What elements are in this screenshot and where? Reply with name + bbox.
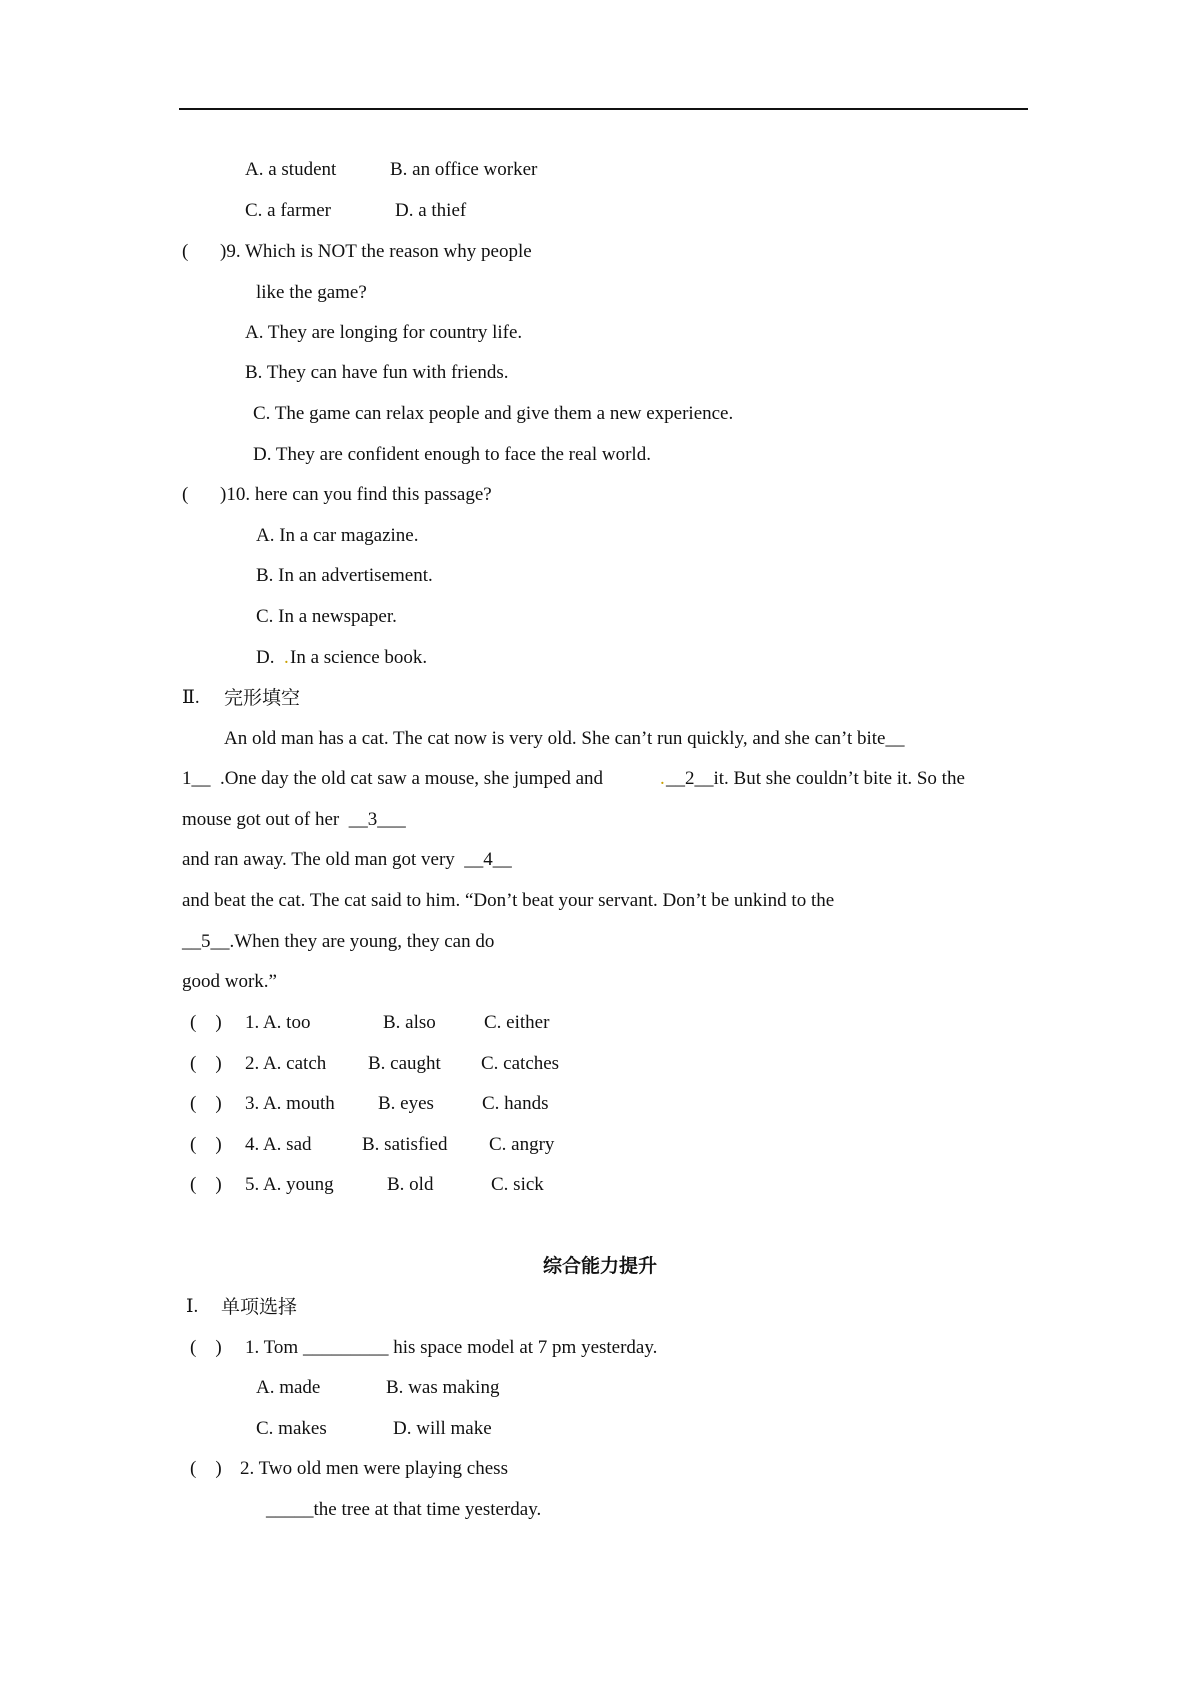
section-title: 综合能力提升: [542, 1255, 657, 1277]
cloze-heading-number: Ⅱ.: [182, 687, 200, 708]
section2-heading: 单项选择: [221, 1296, 298, 1318]
cloze-item-1-bracket: ( ): [190, 1012, 222, 1033]
cloze-item-4-bracket: ( ): [190, 1134, 222, 1155]
s2-q1-stem: 1. Tom _________ his space model at 7 pm yesterday.: [245, 1337, 658, 1358]
cloze-passage-line-4: and ran away. The old man got very __4__: [182, 849, 512, 870]
header-rule: [179, 108, 1028, 110]
q10-option-d-text: In a science book.: [290, 647, 428, 668]
q9-stem-continued: like the game?: [256, 282, 367, 303]
s2-q2-stem: 2. Two old men were playing chess: [240, 1458, 508, 1479]
cloze-item-3-option-b: B. eyes: [378, 1093, 434, 1114]
cloze-heading: 完形填空: [224, 687, 301, 709]
q9-option-b: B. They can have fun with friends.: [245, 362, 509, 383]
cloze-item-3-option-a: 3. A. mouth: [245, 1093, 335, 1114]
cloze-item-2-option-b: B. caught: [368, 1053, 441, 1074]
cloze-item-1-option-c: C. either: [484, 1012, 550, 1033]
s2-q2-stem-continued: _____the tree at that time yesterday.: [266, 1499, 542, 1520]
cloze-passage-line-1: An old man has a cat. The cat now is very old. She can’t run quickly, and she can’t bite__: [224, 728, 905, 749]
cloze-item-1-option-b: B. also: [383, 1012, 436, 1033]
section2-heading-number: Ⅰ.: [186, 1296, 199, 1317]
q8-option-c: C. a farmer: [245, 200, 331, 221]
cloze-item-3-option-c: C. hands: [482, 1093, 549, 1114]
s2-q1-option-a: A. made: [256, 1377, 321, 1398]
cloze-item-2-bracket: ( ): [190, 1053, 222, 1074]
cloze-passage-line-6: __5__.When they are young, they can do: [182, 931, 495, 952]
q8-option-a: A. a student: [245, 159, 337, 180]
q10-option-d-label: D.: [256, 647, 275, 668]
q9-bracket: (: [182, 241, 189, 262]
cloze-item-5-bracket: ( ): [190, 1174, 222, 1195]
cloze-passage-line-2b: __2__it. But she couldn’t bite it. So the: [666, 768, 965, 789]
s2-q1-option-b: B. was making: [386, 1377, 500, 1398]
q10-stem: )10. here can you find this passage?: [220, 484, 492, 505]
q9-option-d: D. They are confident enough to face the real world.: [253, 444, 651, 465]
q10-bracket: (: [182, 484, 189, 505]
q8-option-b: B. an office worker: [390, 159, 538, 180]
s2-q1-option-d: D. will make: [393, 1418, 492, 1439]
q9-option-c: C. The game can relax people and give them a new experience.: [253, 403, 734, 424]
cloze-item-3-bracket: ( ): [190, 1093, 222, 1114]
s2-q1-bracket: ( ): [190, 1337, 222, 1358]
q10-option-b: B. In an advertisement.: [256, 565, 433, 586]
cloze-item-5-option-a: 5. A. young: [245, 1174, 334, 1195]
cloze-passage-line-5: and beat the cat. The cat said to him. “Don’t beat your servant. Don’t be unkind to the: [182, 890, 835, 911]
q10-option-a: A. In a car magazine.: [256, 525, 419, 546]
q9-option-a: A. They are longing for country life.: [245, 322, 523, 343]
cloze-passage-line-7: good work.”: [182, 971, 277, 992]
cloze-passage-mark: .: [660, 768, 665, 789]
cloze-passage-line-2a: 1__ .One day the old cat saw a mouse, she jumped and: [182, 768, 604, 789]
cloze-item-2-option-a: 2. A. catch: [245, 1053, 327, 1074]
cloze-item-1-option-a: 1. A. too: [245, 1012, 311, 1033]
s2-q1-option-c: C. makes: [256, 1418, 327, 1439]
cloze-item-5-option-c: C. sick: [491, 1174, 544, 1195]
q10-option-d-mark: .: [284, 647, 289, 668]
cloze-item-4-option-c: C. angry: [489, 1134, 555, 1155]
cloze-item-4-option-a: 4. A. sad: [245, 1134, 312, 1155]
cloze-item-4-option-b: B. satisfied: [362, 1134, 448, 1155]
cloze-passage-line-3: mouse got out of her __3___: [182, 809, 406, 830]
cloze-item-2-option-c: C. catches: [481, 1053, 560, 1074]
cloze-item-5-option-b: B. old: [387, 1174, 434, 1195]
s2-q2-bracket: ( ): [190, 1458, 222, 1479]
q10-option-c: C. In a newspaper.: [256, 606, 397, 627]
q9-stem: )9. Which is NOT the reason why people: [220, 241, 532, 262]
q8-option-d: D. a thief: [395, 200, 467, 221]
